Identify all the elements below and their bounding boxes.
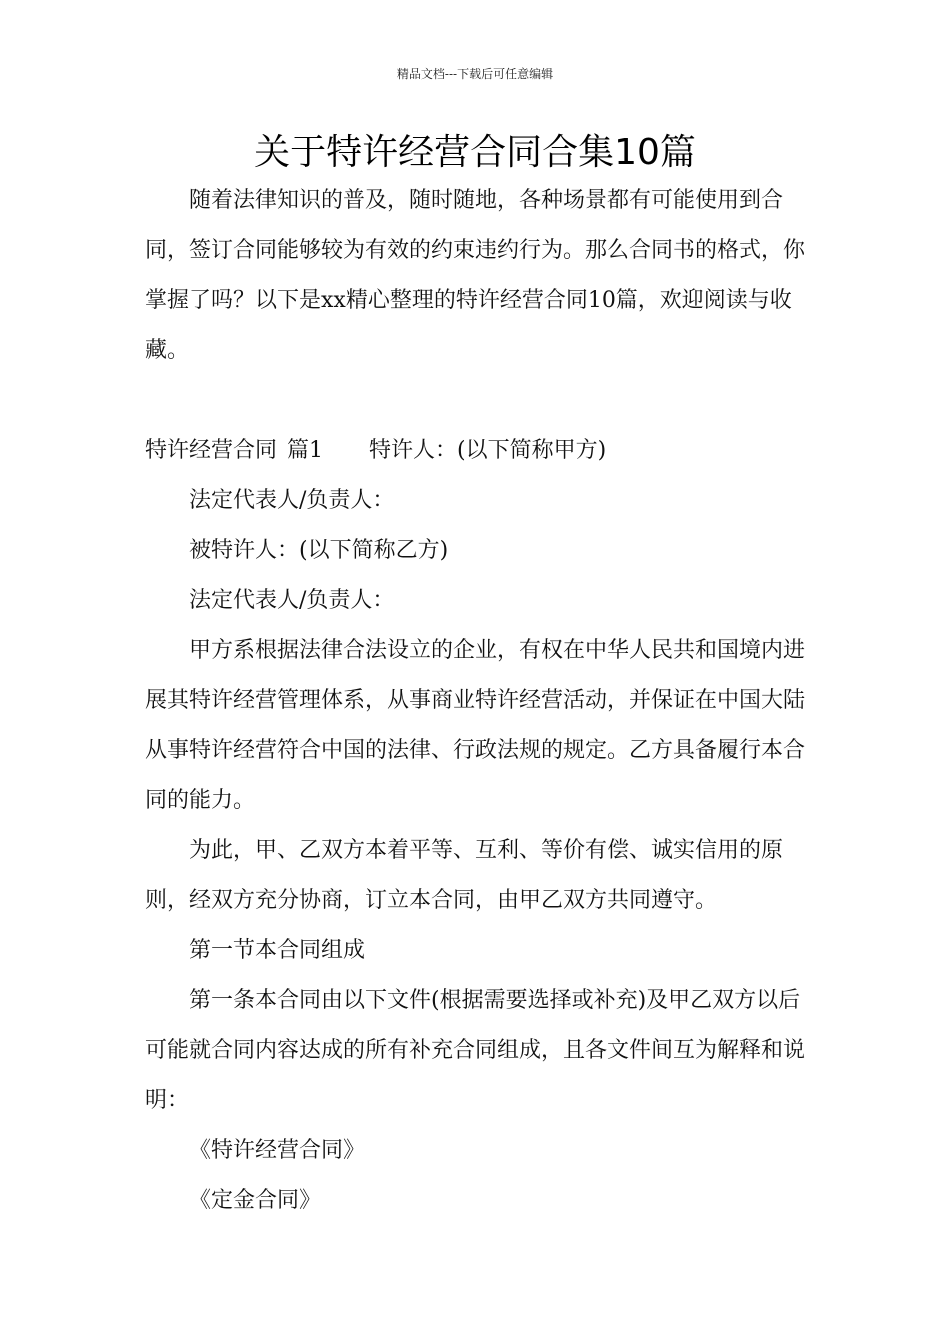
section-title: 特许经营合同: [145, 438, 278, 463]
paragraph-gap: [145, 376, 807, 426]
document-list-item: 《定金合同》: [189, 1188, 322, 1213]
section-heading: [145, 426, 807, 476]
party-a-paragraph: 甲方系根据法律合法设立的企业，有权在中华人民共和国境内进展其特许经营管理体系，从事商业特许经营活动，并保证在中国大陆从事特许经营符合中国的法律、行政法规的规定。乙方具备履行本合同的能力。: [145, 638, 806, 813]
header-note: 精品文档---下载后可任意编辑: [396, 67, 554, 81]
document-title: 关于特许经营合同合集10篇: [254, 132, 696, 173]
franchisee-line: 被特许人：(以下简称乙方): [189, 538, 449, 563]
principles-paragraph: 为此，甲、乙双方本着平等、互利、等价有偿、诚实信用的原则，经双方充分协商，订立本合同，由甲乙双方共同遵守。: [145, 838, 784, 913]
intro-paragraph: 随着法律知识的普及，随时随地，各种场景都有可能使用到合同，签订合同能够较为有效的约束违约行为。那么合同书的格式，你掌握了吗？以下是xx精心整理的特许经营合同10篇，欢迎阅读与收藏。: [145, 188, 806, 363]
legal-rep-line: 法定代表人/负责人：: [189, 588, 395, 613]
document-list-item: 《特许经营合同》: [189, 1138, 366, 1163]
chapter-heading: 第一节本合同组成: [189, 938, 366, 963]
section-number: 篇1: [287, 438, 324, 463]
article-paragraph: 第一条本合同由以下文件(根据需要选择或补充)及甲乙双方以后可能就合同内容达成的所有补充合同组成，且各文件间互为解释和说明：: [145, 988, 806, 1113]
franchisor-label: 特许人：(以下简称甲方): [369, 438, 607, 463]
document-body: [145, 176, 807, 1226]
legal-rep-line: 法定代表人/负责人：: [189, 488, 395, 513]
